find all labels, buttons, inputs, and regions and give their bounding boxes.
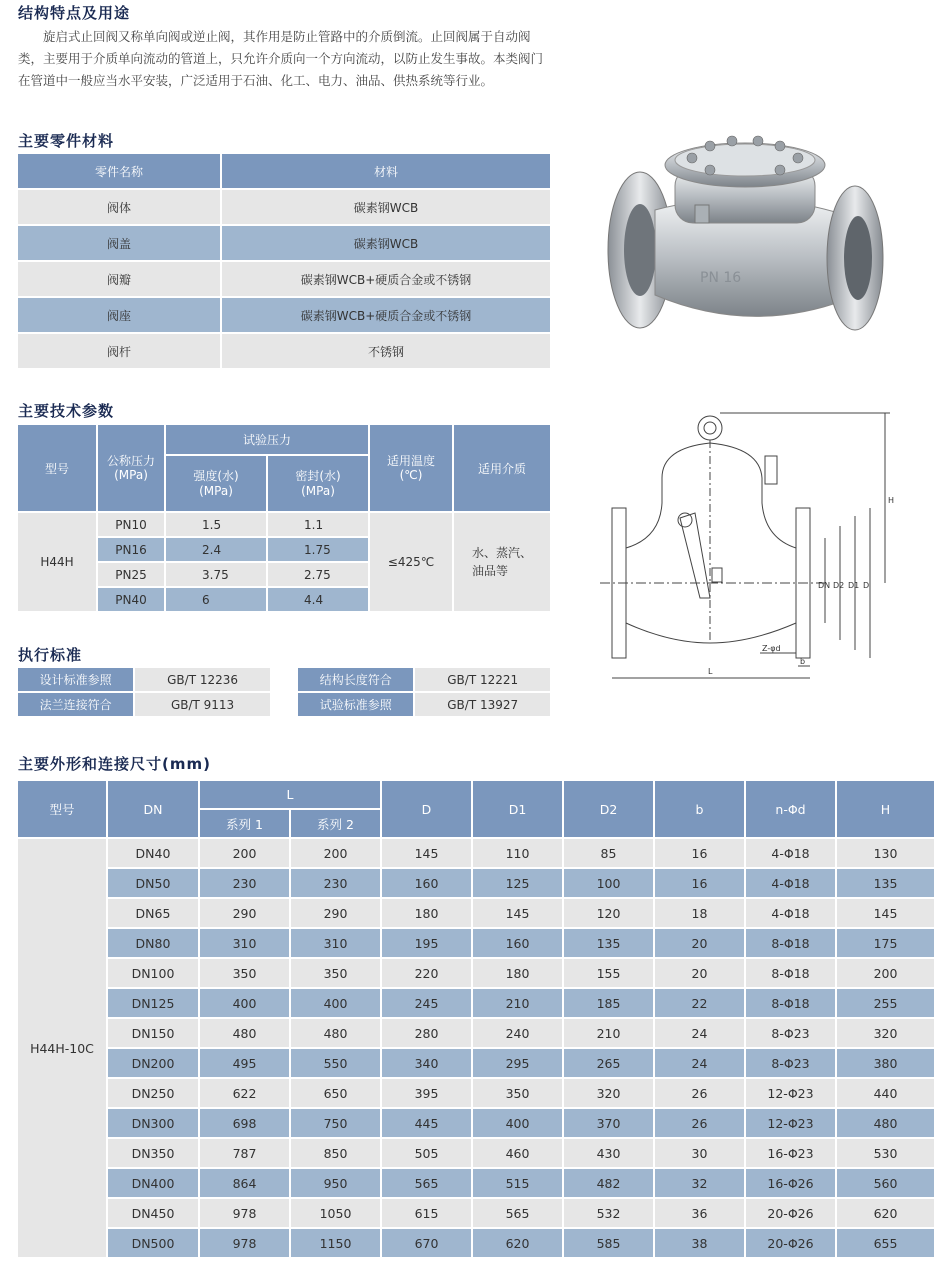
dims-cell-nd: 4-Φ18 (746, 869, 835, 897)
dims-cell-d1: 400 (473, 1109, 562, 1137)
dims-cell-l2: 1150 (291, 1229, 380, 1257)
dims-cell-dn: DN200 (108, 1049, 198, 1077)
dims-header-l: L (200, 781, 380, 808)
dims-cell-b: 36 (655, 1199, 744, 1227)
dims-cell-h: 145 (837, 899, 934, 927)
dims-cell-d2: 370 (564, 1109, 653, 1137)
dims-cell-d: 505 (382, 1139, 471, 1167)
dims-cell-d1: 160 (473, 929, 562, 957)
materials-header-part: 零件名称 (18, 154, 220, 188)
drawing-label-d: D (863, 581, 870, 590)
dims-cell-nd: 8-Φ18 (746, 929, 835, 957)
dims-cell-l1: 787 (200, 1139, 289, 1167)
tech-cell-strength: 6 (166, 588, 266, 611)
dims-cell-l2: 550 (291, 1049, 380, 1077)
dims-cell-l2: 400 (291, 989, 380, 1017)
dims-cell-d2: 430 (564, 1139, 653, 1167)
dims-cell-nd: 20-Φ26 (746, 1229, 835, 1257)
dims-cell-dn: DN50 (108, 869, 198, 897)
dims-cell-d1: 180 (473, 959, 562, 987)
drawing-label-zphid: Z-φd (762, 644, 781, 653)
tech-header-temp: 适用温度 (℃) (370, 425, 452, 511)
dims-cell-d2: 320 (564, 1079, 653, 1107)
dims-cell-d2: 155 (564, 959, 653, 987)
tech-cell-pressure: PN25 (98, 563, 164, 586)
dims-cell-l2: 200 (291, 839, 380, 867)
dims-header-series1: 系列 1 (200, 810, 289, 837)
dims-cell-nd: 4-Φ18 (746, 839, 835, 867)
dims-cell-l2: 350 (291, 959, 380, 987)
dims-cell-b: 26 (655, 1079, 744, 1107)
dims-row (18, 929, 934, 957)
dims-cell-l2: 310 (291, 929, 380, 957)
dims-header-dn: DN (108, 781, 198, 837)
dims-cell-dn: DN350 (108, 1139, 198, 1167)
dims-cell-b: 22 (655, 989, 744, 1017)
dims-cell-h: 620 (837, 1199, 934, 1227)
standards-value: GB/T 12236 (135, 668, 270, 691)
drawing-label-h: H (888, 496, 895, 505)
dims-cell-dn: DN450 (108, 1199, 198, 1227)
dims-header-series2: 系列 2 (291, 810, 380, 837)
dims-cell-dn: DN400 (108, 1169, 198, 1197)
dims-cell-dn: DN65 (108, 899, 198, 927)
dims-cell-h: 255 (837, 989, 934, 1017)
dims-cell-b: 16 (655, 839, 744, 867)
tech-cell-pressure: PN10 (98, 513, 164, 536)
dims-cell-d1: 125 (473, 869, 562, 897)
dims-cell-h: 200 (837, 959, 934, 987)
tech-header-test: 试验压力 (166, 425, 368, 454)
dims-cell-h: 320 (837, 1019, 934, 1047)
tech-title: 主要技术参数 (18, 402, 115, 420)
dims-cell-d: 220 (382, 959, 471, 987)
dims-cell-d: 615 (382, 1199, 471, 1227)
materials-cell-part: 阀杆 (18, 334, 220, 368)
dims-table (16, 779, 936, 1259)
dims-row (18, 959, 934, 987)
materials-cell-part: 阀盖 (18, 226, 220, 260)
dims-cell-l1: 310 (200, 929, 289, 957)
dims-row (18, 1079, 934, 1107)
dims-cell-h: 130 (837, 839, 934, 867)
dims-cell-d2: 585 (564, 1229, 653, 1257)
intro-text: 旋启式止回阀又称单向阀或逆止阀，其作用是防止管路中的介质倒流。止回阀属于自动阀类，主要用于介质单向流动的管道上，只允许介质向一个方向流动，以防止发生事故。本类阀门在管道中一般应当水平安装，广泛适用于石油、化工、电力、油品、供热系统等行业。 (18, 29, 544, 88)
drawing-label-l: L (708, 667, 713, 676)
standards-row (18, 693, 550, 716)
standards-label: 法兰连接符合 (18, 693, 133, 716)
dims-cell-d1: 460 (473, 1139, 562, 1167)
dims-cell-d1: 295 (473, 1049, 562, 1077)
dims-cell-l1: 978 (200, 1229, 289, 1257)
dims-header-d: D (382, 781, 471, 837)
dims-cell-h: 560 (837, 1169, 934, 1197)
dims-row (18, 869, 934, 897)
dims-header-h: H (837, 781, 934, 837)
dims-cell-l1: 864 (200, 1169, 289, 1197)
tech-cell-pressure: PN16 (98, 538, 164, 561)
dims-cell-h: 175 (837, 929, 934, 957)
dims-cell-dn: DN80 (108, 929, 198, 957)
materials-row (18, 190, 550, 224)
tech-cell-seal: 4.4 (268, 588, 368, 611)
dims-model: H44H-10C (18, 839, 106, 1257)
dims-cell-h: 440 (837, 1079, 934, 1107)
dims-cell-l1: 350 (200, 959, 289, 987)
materials-table (16, 152, 552, 370)
tech-row (18, 513, 550, 536)
dims-cell-d: 280 (382, 1019, 471, 1047)
valve-cast-mark: PN 16 (700, 270, 742, 286)
drawing-label-dn: DN (818, 581, 831, 590)
tech-medium: 水、蒸汽、 油品等 (454, 513, 550, 611)
intro-title: 结构特点及用途 (18, 4, 131, 22)
standards-value: GB/T 12221 (415, 668, 550, 691)
dims-header-d1: D1 (473, 781, 562, 837)
dims-cell-d2: 482 (564, 1169, 653, 1197)
dims-row (18, 1109, 934, 1137)
dims-cell-l2: 850 (291, 1139, 380, 1167)
materials-row (18, 298, 550, 332)
dims-cell-h: 655 (837, 1229, 934, 1257)
materials-cell-material: 碳素钢WCB+硬质合金或不锈钢 (222, 298, 550, 332)
dims-cell-d: 395 (382, 1079, 471, 1107)
dims-row (18, 1229, 934, 1257)
tech-table (16, 423, 552, 613)
dims-cell-d2: 532 (564, 1199, 653, 1227)
dims-cell-l1: 290 (200, 899, 289, 927)
tech-cell-strength: 3.75 (166, 563, 266, 586)
dims-cell-l2: 750 (291, 1109, 380, 1137)
dims-cell-nd: 4-Φ18 (746, 899, 835, 927)
tech-header-model: 型号 (18, 425, 96, 511)
dims-header-nd: n-Φd (746, 781, 835, 837)
dims-cell-d: 160 (382, 869, 471, 897)
dims-cell-d: 180 (382, 899, 471, 927)
dims-cell-h: 480 (837, 1109, 934, 1137)
dims-cell-dn: DN125 (108, 989, 198, 1017)
materials-row (18, 334, 550, 368)
dims-cell-d1: 620 (473, 1229, 562, 1257)
tech-temp: ≤425℃ (370, 513, 452, 611)
tech-cell-strength: 2.4 (166, 538, 266, 561)
dims-cell-h: 135 (837, 869, 934, 897)
standards-label: 试验标准参照 (298, 693, 413, 716)
tech-header-seal: 密封(水) (MPa) (268, 456, 368, 511)
materials-row (18, 262, 550, 296)
dims-cell-d1: 110 (473, 839, 562, 867)
dims-cell-b: 20 (655, 929, 744, 957)
dims-cell-b: 20 (655, 959, 744, 987)
dims-cell-d2: 135 (564, 929, 653, 957)
dims-cell-d: 245 (382, 989, 471, 1017)
tech-header-strength: 强度(水) (MPa) (166, 456, 266, 511)
dims-cell-b: 18 (655, 899, 744, 927)
dims-cell-l1: 622 (200, 1079, 289, 1107)
dims-cell-d1: 515 (473, 1169, 562, 1197)
dims-cell-l2: 480 (291, 1019, 380, 1047)
dims-cell-d1: 350 (473, 1079, 562, 1107)
dims-cell-nd: 12-Φ23 (746, 1109, 835, 1137)
dims-header-d2: D2 (564, 781, 653, 837)
dims-cell-d2: 185 (564, 989, 653, 1017)
dims-row (18, 1199, 934, 1227)
dims-row (18, 839, 934, 867)
materials-title: 主要零件材料 (18, 132, 115, 150)
dims-cell-d: 670 (382, 1229, 471, 1257)
dims-cell-b: 26 (655, 1109, 744, 1137)
standards-value: GB/T 9113 (135, 693, 270, 716)
dims-cell-d: 445 (382, 1109, 471, 1137)
dims-cell-b: 32 (655, 1169, 744, 1197)
drawing-label-d1: D1 (848, 581, 860, 590)
tech-cell-pressure: PN40 (98, 588, 164, 611)
materials-cell-material: 碳素钢WCB (222, 226, 550, 260)
tech-cell-strength: 1.5 (166, 513, 266, 536)
standards-label: 设计标准参照 (18, 668, 133, 691)
dims-row (18, 1169, 934, 1197)
dims-cell-l1: 978 (200, 1199, 289, 1227)
materials-header-material: 材料 (222, 154, 550, 188)
valve-photo (600, 130, 900, 375)
dims-cell-dn: DN300 (108, 1109, 198, 1137)
drawing-label-b: b (800, 657, 806, 666)
dims-cell-d2: 210 (564, 1019, 653, 1047)
standards-value: GB/T 13927 (415, 693, 550, 716)
materials-cell-material: 不锈钢 (222, 334, 550, 368)
dims-cell-b: 38 (655, 1229, 744, 1257)
dims-cell-d: 340 (382, 1049, 471, 1077)
standards-label: 结构长度符合 (298, 668, 413, 691)
dims-cell-l1: 480 (200, 1019, 289, 1047)
dims-cell-dn: DN100 (108, 959, 198, 987)
dims-cell-l2: 230 (291, 869, 380, 897)
dims-cell-d: 145 (382, 839, 471, 867)
dims-cell-nd: 8-Φ18 (746, 989, 835, 1017)
standards-gap (272, 693, 296, 716)
valve-section-drawing (600, 408, 900, 693)
dims-cell-dn: DN40 (108, 839, 198, 867)
dims-cell-dn: DN150 (108, 1019, 198, 1047)
dims-cell-nd: 8-Φ23 (746, 1049, 835, 1077)
tech-cell-seal: 1.75 (268, 538, 368, 561)
dims-cell-d2: 265 (564, 1049, 653, 1077)
standards-title: 执行标准 (18, 646, 83, 664)
materials-row (18, 226, 550, 260)
dims-cell-nd: 12-Φ23 (746, 1079, 835, 1107)
tech-model: H44H (18, 513, 96, 611)
dims-row (18, 1139, 934, 1167)
dims-cell-h: 530 (837, 1139, 934, 1167)
dims-header-model: 型号 (18, 781, 106, 837)
dims-cell-nd: 16-Φ26 (746, 1169, 835, 1197)
dims-cell-l1: 495 (200, 1049, 289, 1077)
materials-cell-part: 阀瓣 (18, 262, 220, 296)
dims-cell-d1: 145 (473, 899, 562, 927)
dims-cell-d1: 240 (473, 1019, 562, 1047)
dims-cell-l2: 290 (291, 899, 380, 927)
drawing-label-d2: D2 (833, 581, 845, 590)
dims-cell-d: 565 (382, 1169, 471, 1197)
dims-cell-nd: 20-Φ26 (746, 1199, 835, 1227)
dims-cell-nd: 8-Φ23 (746, 1019, 835, 1047)
dims-cell-dn: DN500 (108, 1229, 198, 1257)
dims-title: 主要外形和连接尺寸(mm) (18, 755, 211, 773)
dims-cell-b: 24 (655, 1019, 744, 1047)
dims-cell-l1: 698 (200, 1109, 289, 1137)
dims-cell-d1: 210 (473, 989, 562, 1017)
dims-cell-l1: 400 (200, 989, 289, 1017)
tech-cell-seal: 1.1 (268, 513, 368, 536)
dims-cell-d2: 120 (564, 899, 653, 927)
dims-cell-b: 30 (655, 1139, 744, 1167)
dims-cell-b: 16 (655, 869, 744, 897)
standards-row (18, 668, 550, 691)
standards-gap (272, 668, 296, 691)
dims-cell-l1: 230 (200, 869, 289, 897)
dims-cell-nd: 16-Φ23 (746, 1139, 835, 1167)
dims-cell-d2: 100 (564, 869, 653, 897)
dims-row (18, 899, 934, 927)
materials-cell-part: 阀体 (18, 190, 220, 224)
dims-cell-dn: DN250 (108, 1079, 198, 1107)
dims-cell-d: 195 (382, 929, 471, 957)
tech-header-medium: 适用介质 (454, 425, 550, 511)
materials-cell-material: 碳素钢WCB (222, 190, 550, 224)
dims-cell-l2: 650 (291, 1079, 380, 1107)
dims-cell-l1: 200 (200, 839, 289, 867)
tech-header-pressure: 公称压力 (MPa) (98, 425, 164, 511)
dims-cell-nd: 8-Φ18 (746, 959, 835, 987)
dims-cell-h: 380 (837, 1049, 934, 1077)
dims-row (18, 1019, 934, 1047)
dims-cell-l2: 1050 (291, 1199, 380, 1227)
dims-cell-d1: 565 (473, 1199, 562, 1227)
materials-cell-part: 阀座 (18, 298, 220, 332)
dims-header-b: b (655, 781, 744, 837)
dims-cell-b: 24 (655, 1049, 744, 1077)
dims-row (18, 989, 934, 1017)
dims-cell-d2: 85 (564, 839, 653, 867)
dims-row (18, 1049, 934, 1077)
tech-cell-seal: 2.75 (268, 563, 368, 586)
materials-cell-material: 碳素钢WCB+硬质合金或不锈钢 (222, 262, 550, 296)
standards-table (16, 666, 552, 718)
dims-cell-l2: 950 (291, 1169, 380, 1197)
